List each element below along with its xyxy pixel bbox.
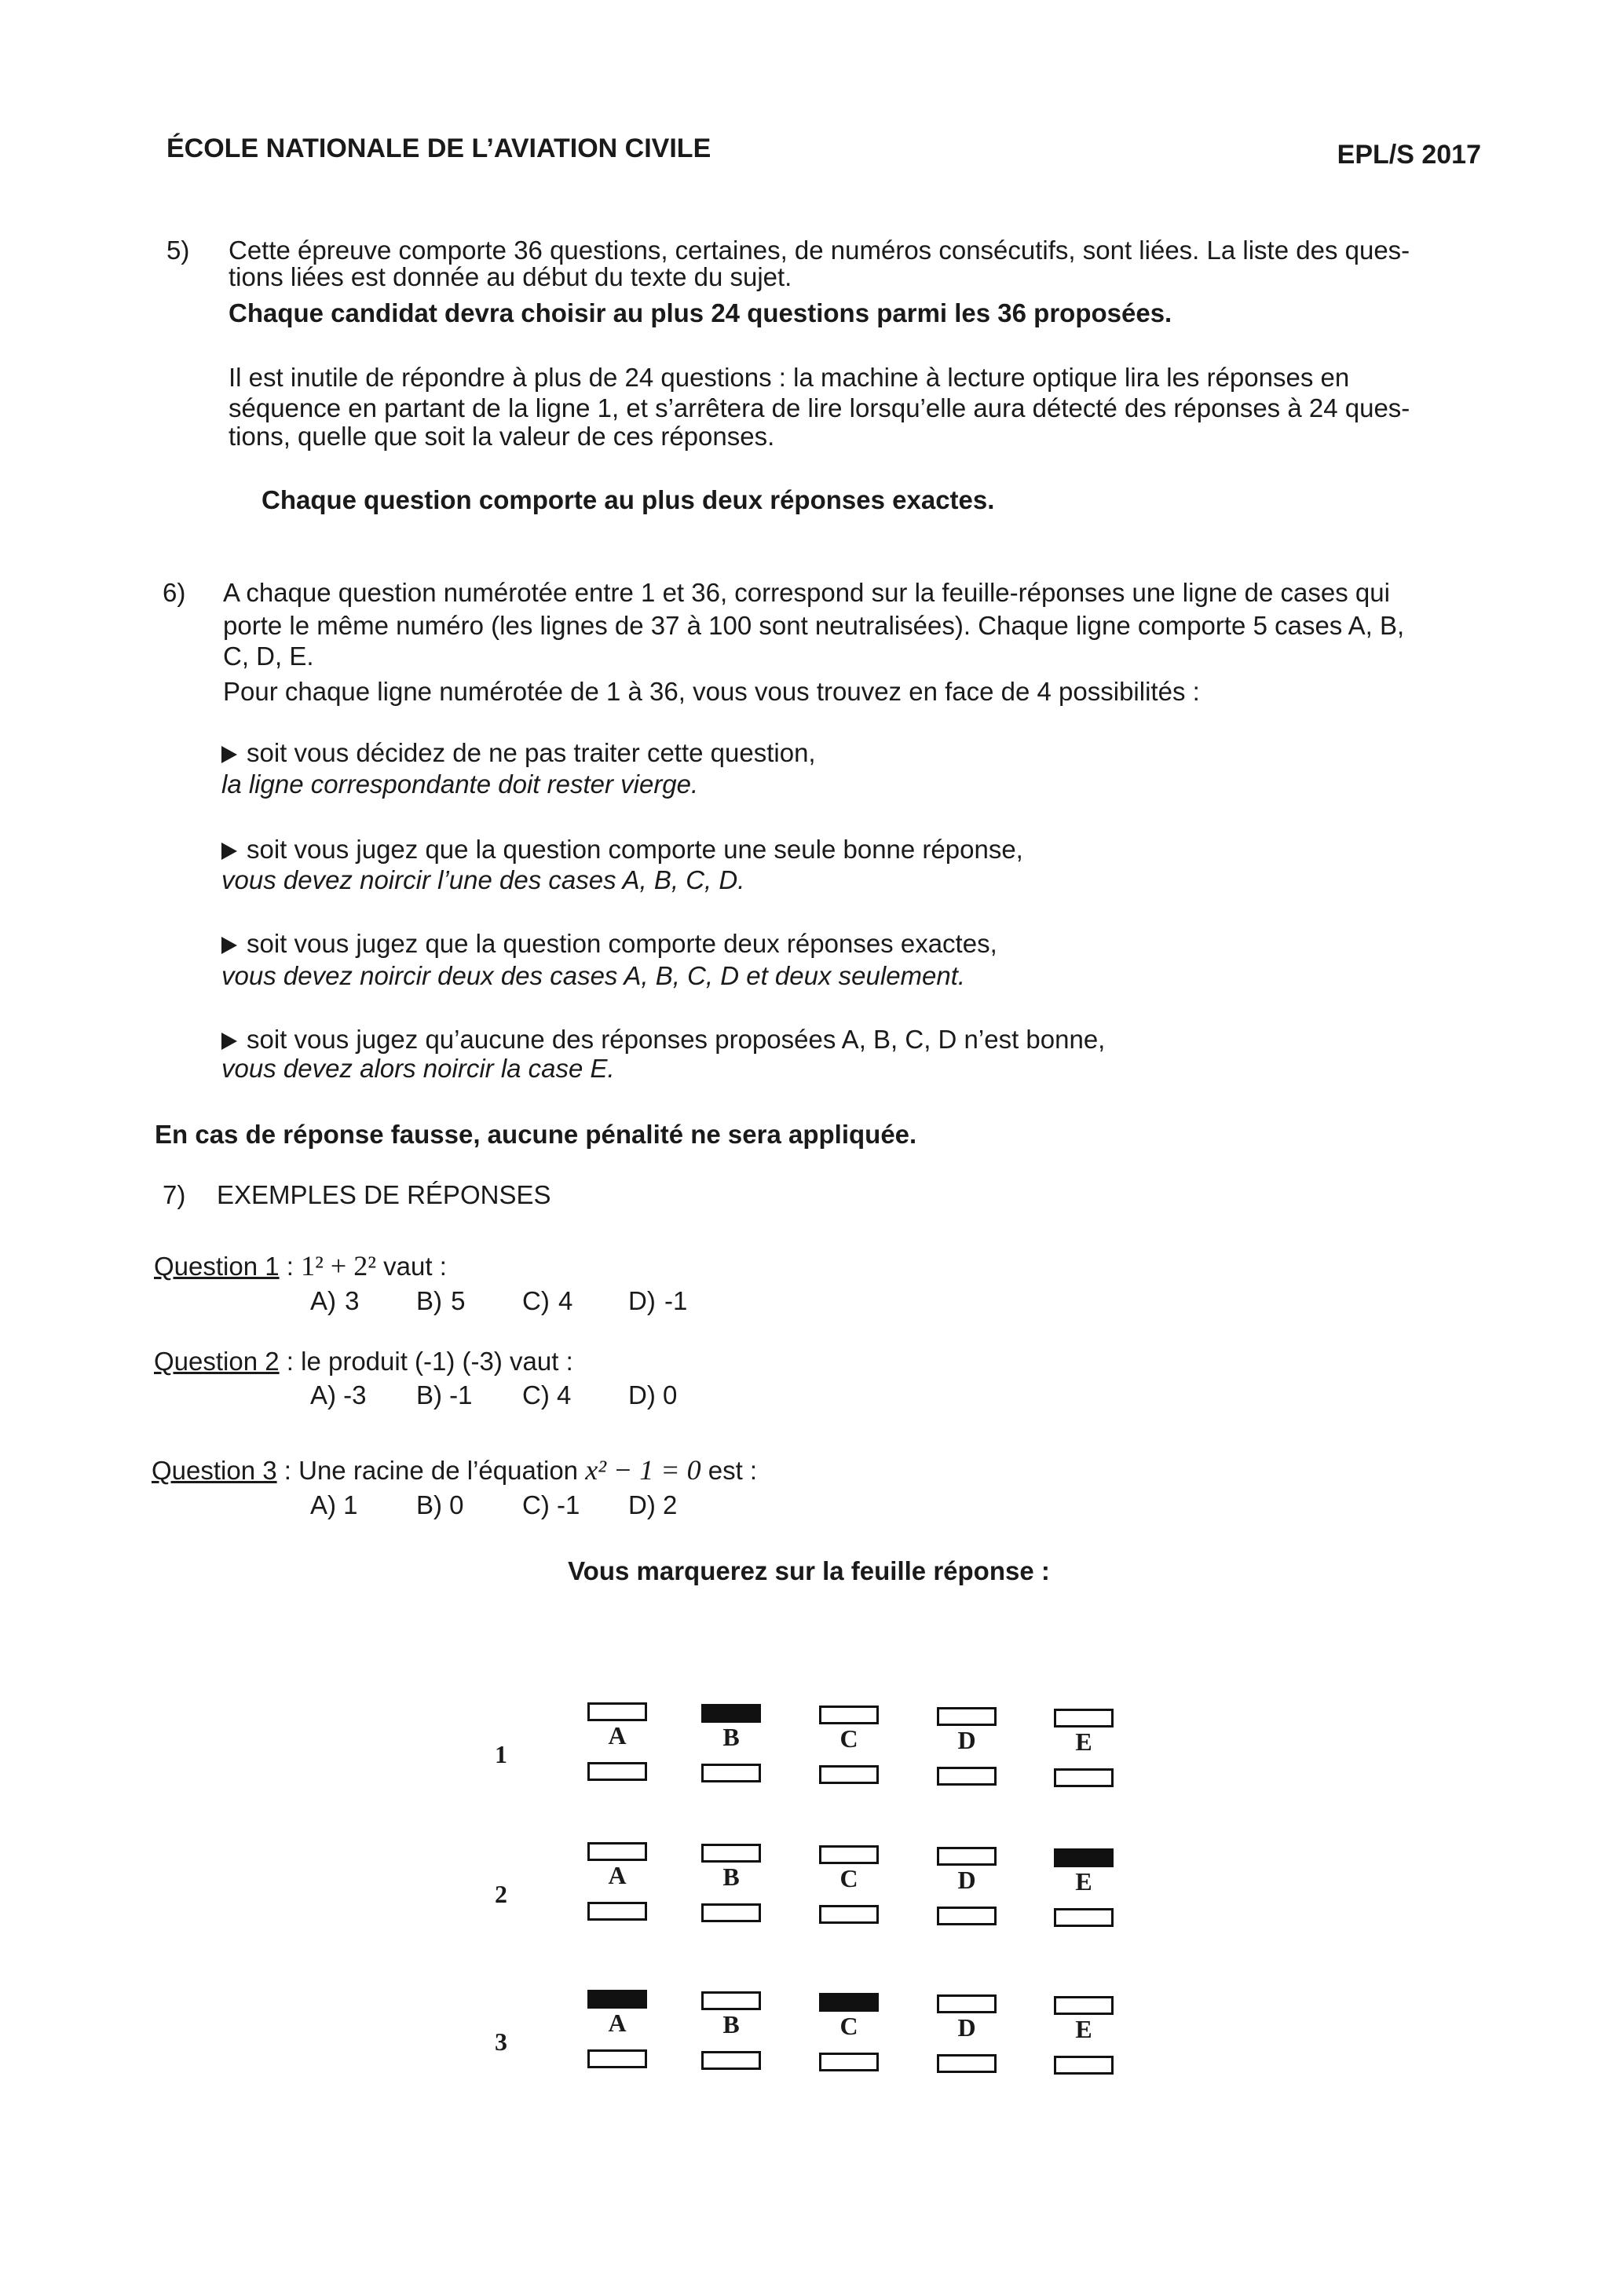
filled-box[interactable] xyxy=(701,1704,761,1723)
answer-letter: E xyxy=(1075,1727,1092,1756)
answer-letter: C xyxy=(839,2012,858,2040)
question-1 xyxy=(154,1250,447,1282)
answer: D) -1 xyxy=(628,1286,688,1315)
item5-line: Cette épreuve comporte 36 questions, certaines, de numéros consécutifs, sont liées. La liste des ques- xyxy=(229,236,1410,265)
empty-box[interactable] xyxy=(1054,1996,1114,2015)
filled-box[interactable] xyxy=(1054,1848,1114,1867)
question-math: 1² + 2² xyxy=(301,1250,377,1281)
option-1 xyxy=(221,738,816,768)
option-italic: la ligne correspondante doit rester vierge. xyxy=(221,770,699,799)
empty-box[interactable] xyxy=(819,1765,879,1784)
item5-para: Il est inutile de répondre à plus de 24 questions : la machine à lecture optique lira les réponses en xyxy=(229,363,1350,392)
answer-letter: B xyxy=(722,1723,740,1751)
answer-letter: B xyxy=(722,2010,740,2038)
answer-cell-3-D[interactable] xyxy=(935,1994,998,2081)
empty-box[interactable] xyxy=(819,2053,879,2071)
option-italic: vous devez noircir l’une des cases A, B, C, D. xyxy=(221,865,745,894)
empty-box[interactable] xyxy=(587,2049,647,2068)
answer: D) 2 xyxy=(628,1490,678,1519)
answer-cell-3-E[interactable] xyxy=(1052,1996,1115,2082)
empty-box[interactable] xyxy=(701,1991,761,2010)
answers-1 xyxy=(310,1286,687,1316)
filled-box[interactable] xyxy=(819,1993,879,2012)
answer: B) 5 xyxy=(416,1286,466,1315)
empty-box[interactable] xyxy=(937,1907,997,1925)
penalty-note: En cas de réponse fausse, aucune pénalité ne sera appliquée. xyxy=(155,1120,917,1149)
empty-box[interactable] xyxy=(1054,1908,1114,1927)
answer: C) 4 xyxy=(522,1286,573,1315)
answer-letter: D xyxy=(957,1866,976,1894)
empty-box[interactable] xyxy=(937,1994,997,2013)
empty-box[interactable] xyxy=(819,1845,879,1864)
triangle-bullet-icon xyxy=(221,843,237,860)
option-text: soit vous jugez que la question comporte une seule bonne réponse, xyxy=(247,835,1023,864)
empty-box[interactable] xyxy=(701,1844,761,1863)
item5-bold2: Chaque question comporte au plus deux réponses exactes. xyxy=(262,485,995,514)
question-text: est : xyxy=(700,1456,758,1485)
answer-cell-3-C[interactable] xyxy=(817,1993,880,2079)
item7-number: 7) xyxy=(163,1180,186,1209)
answer-letter: B xyxy=(722,1863,740,1891)
empty-box[interactable] xyxy=(819,1905,879,1924)
answer-cell-2-D[interactable] xyxy=(935,1847,998,1933)
question-text: Une racine de l’équation xyxy=(298,1456,586,1485)
answer-cell-1-E[interactable] xyxy=(1052,1709,1115,1795)
option-2 xyxy=(221,835,1023,865)
empty-box[interactable] xyxy=(587,1702,647,1721)
answer-cell-1-B[interactable] xyxy=(700,1704,763,1790)
question-sep: : xyxy=(279,1347,302,1376)
item5-para: tions, quelle que soit la valeur de ces réponses. xyxy=(229,422,775,451)
answers-3 xyxy=(310,1490,677,1520)
item6-number: 6) xyxy=(163,578,186,607)
answer-cell-1-A[interactable] xyxy=(586,1702,649,1789)
answer: D) 0 xyxy=(628,1380,678,1409)
answer-letter: D xyxy=(957,2013,976,2042)
answer-row-number: 3 xyxy=(495,2027,507,2056)
empty-box[interactable] xyxy=(587,1762,647,1781)
answer-letter: E xyxy=(1075,1867,1092,1896)
triangle-bullet-icon xyxy=(221,1033,237,1050)
answer-letter: C xyxy=(839,1864,858,1892)
item5-bold: Chaque candidat devra choisir au plus 24 questions parmi les 36 proposées. xyxy=(229,298,1172,327)
item7-title: EXEMPLES DE RÉPONSES xyxy=(217,1180,551,1209)
empty-box[interactable] xyxy=(937,1847,997,1866)
triangle-bullet-icon xyxy=(221,937,237,954)
answer: C) 4 xyxy=(522,1380,572,1409)
empty-box[interactable] xyxy=(937,1707,997,1726)
answer: B) -1 xyxy=(416,1380,473,1409)
question-label: Question 2 xyxy=(154,1347,280,1376)
item6-line: C, D, E. xyxy=(223,642,314,671)
option-text: soit vous décidez de ne pas traiter cette question, xyxy=(247,738,816,767)
empty-box[interactable] xyxy=(1054,1768,1114,1787)
option-italic: vous devez noircir deux des cases A, B, C, D et deux seulement. xyxy=(221,961,966,990)
answers-2 xyxy=(310,1380,677,1410)
item6-line: porte le même numéro (les lignes de 37 à 100 sont neutralisées). Chaque ligne comporte 5 cases A, B, xyxy=(223,611,1405,640)
question-sep: : xyxy=(279,1252,302,1281)
answer-letter: A xyxy=(608,1721,627,1749)
question-text: le produit (-1) (-3) vaut : xyxy=(301,1347,573,1376)
answer-cell-2-A[interactable] xyxy=(586,1842,649,1929)
answer-cell-2-E[interactable] xyxy=(1052,1848,1115,1935)
option-text: soit vous jugez que la question comporte deux réponses exactes, xyxy=(247,929,997,958)
answer-cell-1-D[interactable] xyxy=(935,1707,998,1793)
answer-letter: D xyxy=(957,1726,976,1754)
empty-box[interactable] xyxy=(1054,1709,1114,1727)
answer-letter: E xyxy=(1075,2015,1092,2043)
item5-number: 5) xyxy=(166,236,190,265)
item6-line: Pour chaque ligne numérotée de 1 à 36, vous vous trouvez en face de 4 possibilités : xyxy=(223,677,1200,706)
empty-box[interactable] xyxy=(1054,2056,1114,2075)
sheet-title: Vous marquerez sur la feuille réponse : xyxy=(568,1556,1050,1585)
question-2 xyxy=(154,1347,573,1377)
question-label: Question 1 xyxy=(154,1252,280,1281)
question-sep: : xyxy=(276,1456,299,1485)
option-italic: vous devez alors noircir la case E. xyxy=(221,1054,615,1083)
answer: A) 1 xyxy=(310,1490,358,1519)
question-3 xyxy=(152,1454,757,1486)
option-text: soit vous jugez qu’aucune des réponses proposées A, B, C, D n’est bonne, xyxy=(247,1025,1106,1054)
answer-cell-2-C[interactable] xyxy=(817,1845,880,1932)
item5-para: séquence en partant de la ligne 1, et s’arrêtera de lire lorsqu’elle aura détecté des réponses à 24 ques- xyxy=(229,393,1410,422)
answer-cell-3-A[interactable] xyxy=(586,1990,649,2076)
question-label: Question 3 xyxy=(152,1456,277,1485)
answer-row-number: 1 xyxy=(495,1740,507,1768)
empty-box[interactable] xyxy=(701,1764,761,1782)
empty-box[interactable] xyxy=(819,1706,879,1724)
question-math: x² − 1 = 0 xyxy=(585,1454,701,1486)
empty-box[interactable] xyxy=(937,2054,997,2073)
option-4 xyxy=(221,1025,1105,1055)
answer: B) 0 xyxy=(416,1490,464,1519)
empty-box[interactable] xyxy=(587,1842,647,1861)
answer-cell-1-C[interactable] xyxy=(817,1706,880,1792)
exam-code: EPL/S 2017 xyxy=(1337,140,1481,170)
answer-cell-2-B[interactable] xyxy=(700,1844,763,1930)
empty-box[interactable] xyxy=(587,1902,647,1921)
answer-letter: C xyxy=(839,1724,858,1753)
answer: C) -1 xyxy=(522,1490,580,1519)
answer-cell-3-B[interactable] xyxy=(700,1991,763,2078)
option-3 xyxy=(221,929,997,959)
filled-box[interactable] xyxy=(587,1990,647,2009)
answer: A) 3 xyxy=(310,1286,360,1315)
school-name: ÉCOLE NATIONALE DE L’AVIATION CIVILE xyxy=(166,133,711,163)
answer: A) -3 xyxy=(310,1380,367,1409)
item5-line: tions liées est donnée au début du texte du sujet. xyxy=(229,262,792,291)
question-text: vaut : xyxy=(376,1252,447,1281)
empty-box[interactable] xyxy=(701,1903,761,1922)
empty-box[interactable] xyxy=(937,1767,997,1786)
answer-letter: A xyxy=(608,2009,627,2037)
empty-box[interactable] xyxy=(701,2051,761,2070)
answer-row-number: 2 xyxy=(495,1880,507,1908)
item6-line: A chaque question numérotée entre 1 et 36, correspond sur la feuille-réponses une ligne de cases qui xyxy=(223,578,1390,607)
answer-letter: A xyxy=(608,1861,627,1889)
triangle-bullet-icon xyxy=(221,746,237,763)
